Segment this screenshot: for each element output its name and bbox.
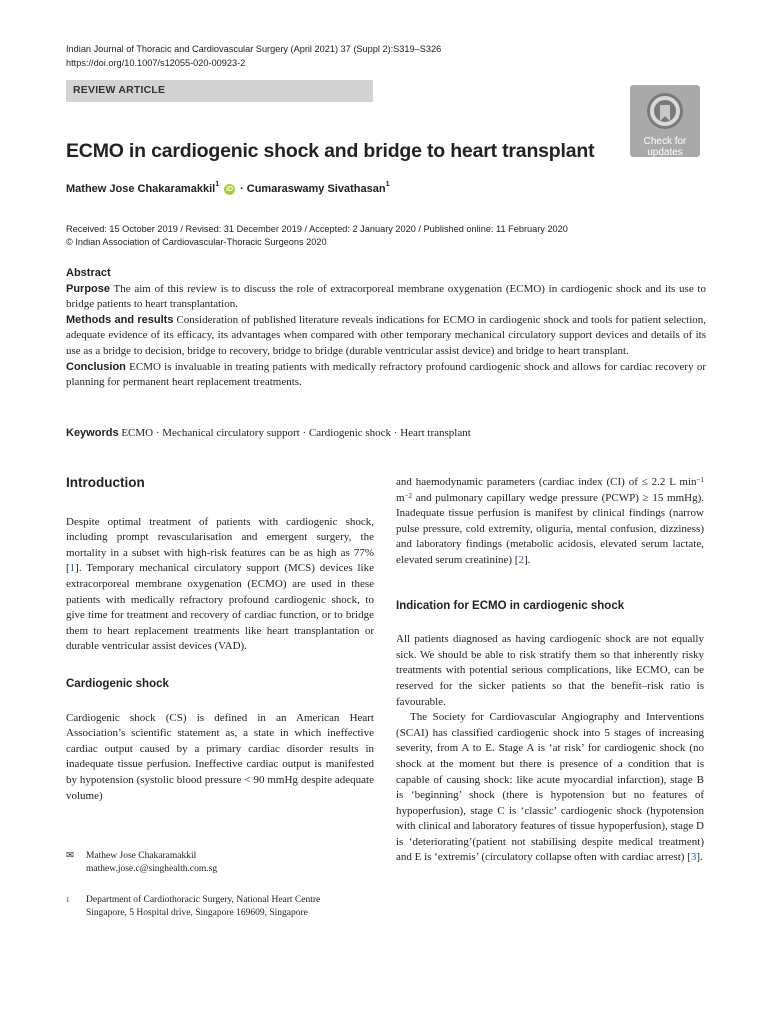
- footnotes: [66, 850, 374, 920]
- author-separator: ·: [240, 183, 244, 195]
- orcid-icon[interactable]: iD: [226, 185, 234, 193]
- author-name[interactable]: Mathew Jose Chakaramakkil$^1$: [66, 181, 220, 195]
- article-title: ECMO in cardiogenic shock and bridge to heart transplant: [66, 140, 595, 162]
- keywords-label: Keywords: [66, 427, 119, 439]
- doi-link[interactable]: https://doi.org/10.1007/s12055-020-00923-2: [66, 58, 246, 68]
- citation-link[interactable]: 1: [69, 562, 76, 575]
- journal-citation: Indian Journal of Thoracic and Cardiovascular Surgery (April 2021) 37 (Suppl 2):S319–S326: [66, 44, 442, 54]
- article-type-label: REVIEW ARTICLE: [73, 84, 166, 96]
- author-name[interactable]: Cumaraswamy Sivathasan$^1$: [246, 181, 390, 195]
- section-heading-indication: Indication for ECMO in cardiogenic shock: [396, 599, 625, 612]
- corresponding-author: [66, 850, 374, 876]
- publication-dates: [66, 223, 568, 249]
- date-line: Received: 15 October 2019 / Revised: 31 December 2019 / Accepted: 2 January 2020 / Published online: 11 February 2020: [66, 224, 568, 234]
- scai-paragraph: The Society for Cardiovascular Angiography and Interventions (SCAI) has classified cardiogenic shock into 5 stages of increasing severity, from A to E. Stage A is ‘at risk’ for cardiogenic shock (no shock at the moment but there is presence of a condition that is capable of causing shock: like acute myocardial infarction), stage B is ‘beginning’ shock (there is hypotension but no features of hypoperfusion), stage C is ‘classic’ cardiogenic shock (hypotension with clinical and laboratory features of tissue hypoperfusion), stage D is ‘deteriorating’(patient not stabilising despite medical treatment) and E is ‘extremis’ (circulatory collapse often with cardiac arrest) [3].: [396, 711, 704, 864]
- abstract-methods: Methods and results Consideration of published literature reveals indications for ECMO in cardiogenic shock and tools for patient selection, adequate evidence of its efficacy, its advantages when compared with other temporary mechanical circulatory support devices and details of its use as a bridge to decision, bridge to recovery, bridge to bridge (durable ventricular assist device) and bridge to heart transplant.: [66, 313, 707, 357]
- abstract: [66, 266, 706, 391]
- journal-header: [66, 42, 441, 70]
- right-column: [396, 475, 704, 866]
- affiliation-number: 1: [66, 896, 70, 904]
- affiliation-line: Singapore, 5 Hospital drive, Singapore 169609, Singapore: [86, 908, 308, 918]
- envelope-icon: ✉: [66, 851, 74, 861]
- keywords-text: ECMO · Mechanical circulatory support · Cardiogenic shock · Heart transplant: [121, 427, 471, 439]
- section-heading-introduction: Introduction: [66, 475, 145, 490]
- citation-link[interactable]: 3: [690, 851, 697, 864]
- crossmark-icon: [645, 91, 685, 131]
- indication-paragraph: All patients diagnosed as having cardiogenic shock are not equally sick. We should be able to risk stratify them so that inherently risky treatments with potential serious complications, like ECMO, can be reserved for the sicker patients so that the benefit–risk ratio is favourable.: [396, 633, 704, 708]
- left-column: [66, 475, 374, 804]
- abstract-conclusion: Conclusion ECMO is invaluable in treating patients with medically refractory profound cardiogenic shock and allows for cardiac recovery or planning for permanent heart replacement treatments.: [66, 360, 706, 389]
- copyright-line: © Indian Association of Cardiovascular-Thoracic Surgeons 2020: [66, 237, 327, 247]
- section-heading-cardiogenic-shock: Cardiogenic shock: [66, 677, 169, 690]
- intro-paragraph: Despite optimal treatment of patients with cardiogenic shock, including prompt revascularisation and emergent surgery, the mortality in a subset with high-risk features can be as high as 77% [1]. Temporary mechanical circulatory support (MCS) devices like extracorporeal membrane oxygenation (ECMO) are used in these patients with medically refractory profound cardiogenic shock, to give time for treatment and recovery of cardiac function, or to bridge them to heart replacement treatments like heart transplantation or durable ventricular assist devices (VAD).: [66, 515, 374, 653]
- abstract-purpose: Purpose The aim of this review is to discuss the role of extracorporeal membrane oxygenation (ECMO) in cardiogenic shock and its use to bridge patients to heart transplantation.: [66, 282, 706, 311]
- affiliation: [66, 894, 374, 920]
- corresponding-name: Mathew Jose Chakaramakkil: [86, 851, 197, 861]
- abstract-heading: Abstract: [66, 267, 111, 279]
- author-list: [66, 183, 389, 195]
- check-for-updates-text: Check for updates: [643, 136, 687, 158]
- keywords: [66, 427, 706, 439]
- citation-link[interactable]: 2: [518, 553, 524, 566]
- corresponding-email[interactable]: mathew.jose.c@singhealth.com.sg: [86, 864, 218, 874]
- article-type-banner: [66, 80, 373, 102]
- cs-paragraph: Cardiogenic shock (CS) is defined in an American Heart Association’s scientific statement as, a state in which ineffective cardiac output caused by a primary cardiac disorder results in inadequate tissue perfusion. Ineffective cardiac output is manifested by hypotension (systolic blood pressure < 90 mmHg despite adequate volume): [66, 711, 374, 802]
- affiliation-line: Department of Cardiothoracic Surgery, National Heart Centre: [86, 895, 321, 905]
- hemodynamic-paragraph: and haemodynamic parameters (cardiac index (CI) of ≤ 2.2 L $\min^{-1} m^{-2}$ and pulmonary capillary wedge pressure (PCWP) ≥ 15 mmHg). Inadequate tissue perfusion is manifest by clinical findings (narrow pulse pressure, cold extremity, oliguria, mental confusion, dizziness) and laboratory findings (metabolic acidosis, elevated serum lactate, elevated serum creatinine) [2].: [396, 476, 704, 566]
- check-for-updates-badge[interactable]: [630, 85, 700, 157]
